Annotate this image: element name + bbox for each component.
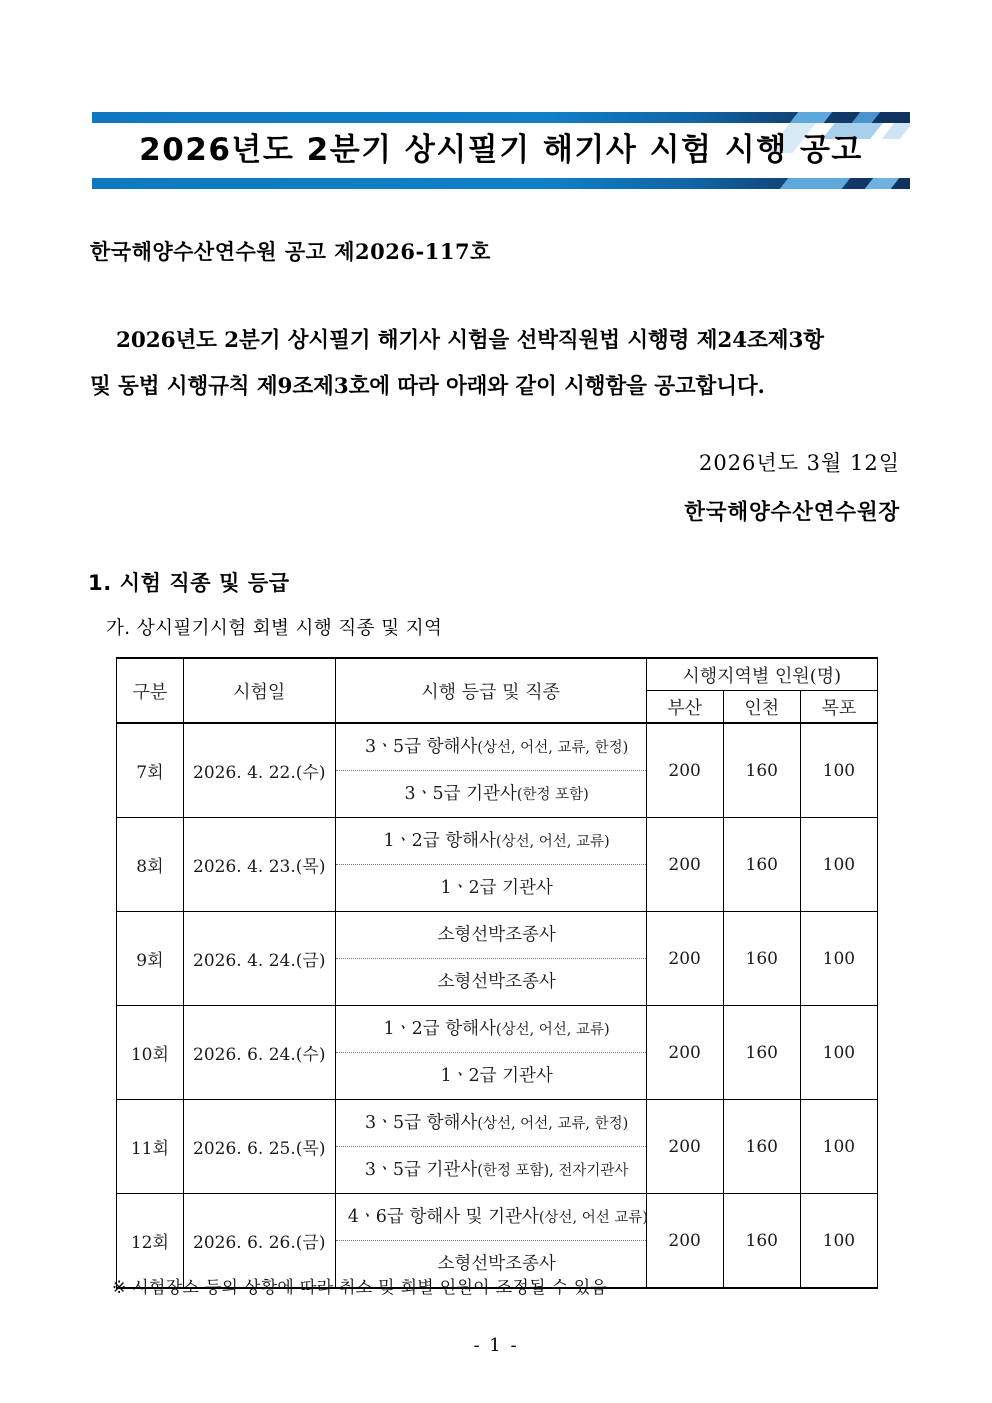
banner-accent-slash <box>781 112 837 123</box>
page-number: - 1 - <box>473 1335 519 1356</box>
grade-job-line: 4ㆍ6급 항해사 및 기관사(상선, 어선 교류) <box>347 1207 649 1227</box>
cell-incheon: 160 <box>723 818 800 912</box>
cell-busan: 200 <box>646 723 723 818</box>
cell-exam-date: 2026. 4. 24.(금) <box>183 912 335 1006</box>
table-row <box>117 723 878 818</box>
cell-grade-job <box>335 912 646 1006</box>
cell-busan: 200 <box>646 1100 723 1194</box>
grade-job-line: 1ㆍ2급 항해사(상선, 어선, 교류) <box>383 831 610 851</box>
issue-date: 2026년도 3월 12일 <box>698 451 900 475</box>
exam-schedule-table-wrapper <box>116 657 878 1289</box>
col-header-gubun: 구분 <box>117 658 184 723</box>
col-header-grade-job: 시행 등급 및 직종 <box>335 658 646 723</box>
banner-accent-slash <box>856 178 904 189</box>
cell-grade-job <box>335 1100 646 1194</box>
cell-mokpo: 100 <box>800 1006 877 1100</box>
table-header-row-1 <box>117 658 878 691</box>
cell-gubun: 8회 <box>117 818 184 912</box>
cell-busan: 200 <box>646 1194 723 1289</box>
cell-gubun: 7회 <box>117 723 184 818</box>
grade-job-line: 소형선박조종사 <box>336 958 646 1005</box>
issuer-name: 한국해양수산연수원장 <box>684 500 900 525</box>
cell-gubun: 11회 <box>117 1100 184 1194</box>
grade-job-line: 소형선박조종사 <box>437 925 556 945</box>
cell-exam-date: 2026. 6. 25.(목) <box>183 1100 335 1194</box>
cell-grade-job <box>335 1006 646 1100</box>
cell-incheon: 160 <box>723 723 800 818</box>
banner-accent-slash <box>771 178 855 189</box>
announcement-number: 한국해양수산연수원 공고 제2026-117호 <box>90 239 491 264</box>
grade-job-line: 1ㆍ2급 기관사 <box>336 864 646 911</box>
cell-exam-date: 2026. 6. 26.(금) <box>183 1194 335 1289</box>
banner-bottom-bar <box>92 178 910 189</box>
cell-mokpo: 100 <box>800 1100 877 1194</box>
grade-job-line: 3ㆍ5급 기관사(한정 포함) <box>336 770 646 817</box>
title-banner <box>92 112 910 192</box>
col-header-busan: 부산 <box>646 691 723 724</box>
grade-job-line: 3ㆍ5급 항해사(상선, 어선, 교류, 한정) <box>364 737 629 757</box>
col-header-exam-date: 시험일 <box>183 658 335 723</box>
cell-mokpo: 100 <box>800 912 877 1006</box>
table-body <box>117 723 878 1288</box>
cell-mokpo: 100 <box>800 1194 877 1289</box>
grade-job-line: 소형선박조종사 <box>336 1240 646 1287</box>
cell-incheon: 160 <box>723 1100 800 1194</box>
cell-incheon: 160 <box>723 912 800 1006</box>
table-footnote: ※ 시험장소 등의 상황에 따라 취소 및 회별 인원이 조정될 수 있음 <box>112 1278 608 1298</box>
cell-busan: 200 <box>646 1006 723 1100</box>
body-paragraph <box>90 318 908 410</box>
cell-exam-date: 2026. 6. 24.(수) <box>183 1006 335 1100</box>
cell-mokpo: 100 <box>800 818 877 912</box>
table-row <box>117 912 878 1006</box>
table-row <box>117 818 878 912</box>
col-header-region-group: 시행지역별 인원(명) <box>646 658 877 691</box>
section-1-subtitle: 가. 상시필기시험 회별 시행 직종 및 지역 <box>106 618 443 639</box>
exam-schedule-table <box>116 657 878 1289</box>
cell-busan: 200 <box>646 818 723 912</box>
table-head <box>117 658 878 723</box>
grade-job-line: 3ㆍ5급 항해사(상선, 어선, 교류, 한정) <box>364 1113 629 1133</box>
cell-grade-job <box>335 818 646 912</box>
grade-job-line: 1ㆍ2급 항해사(상선, 어선, 교류) <box>383 1019 610 1039</box>
col-header-mokpo: 목포 <box>800 691 877 724</box>
table-row <box>117 1100 878 1194</box>
cell-exam-date: 2026. 4. 22.(수) <box>183 723 335 818</box>
signoff-block <box>684 447 900 526</box>
cell-gubun: 10회 <box>117 1006 184 1100</box>
col-header-incheon: 인천 <box>723 691 800 724</box>
grade-job-line: 3ㆍ5급 기관사(한정 포함), 전자기관사 <box>336 1146 646 1193</box>
table-row <box>117 1006 878 1100</box>
cell-mokpo: 100 <box>800 723 877 818</box>
cell-exam-date: 2026. 4. 23.(목) <box>183 818 335 912</box>
banner-top-bar <box>92 112 910 123</box>
page-title: 2026년도 2분기 상시필기 해기사 시험 시행 공고 <box>139 132 863 168</box>
cell-gubun: 12회 <box>117 1194 184 1289</box>
cell-incheon: 160 <box>723 1194 800 1289</box>
cell-gubun: 9회 <box>117 912 184 1006</box>
cell-grade-job <box>335 723 646 818</box>
cell-busan: 200 <box>646 912 723 1006</box>
cell-incheon: 160 <box>723 1006 800 1100</box>
section-1-title: 1. 시험 직종 및 등급 <box>88 571 290 595</box>
body-line-2: 및 동법 시행규칙 제9조제3호에 따라 아래와 같이 시행함을 공고합니다. <box>90 374 765 399</box>
grade-job-line: 1ㆍ2급 기관사 <box>336 1052 646 1099</box>
body-line-1: 2026년도 2분기 상시필기 해기사 시험을 선박직원법 시행령 제24조제3항 <box>116 328 824 353</box>
banner-accent-slash <box>843 112 885 123</box>
